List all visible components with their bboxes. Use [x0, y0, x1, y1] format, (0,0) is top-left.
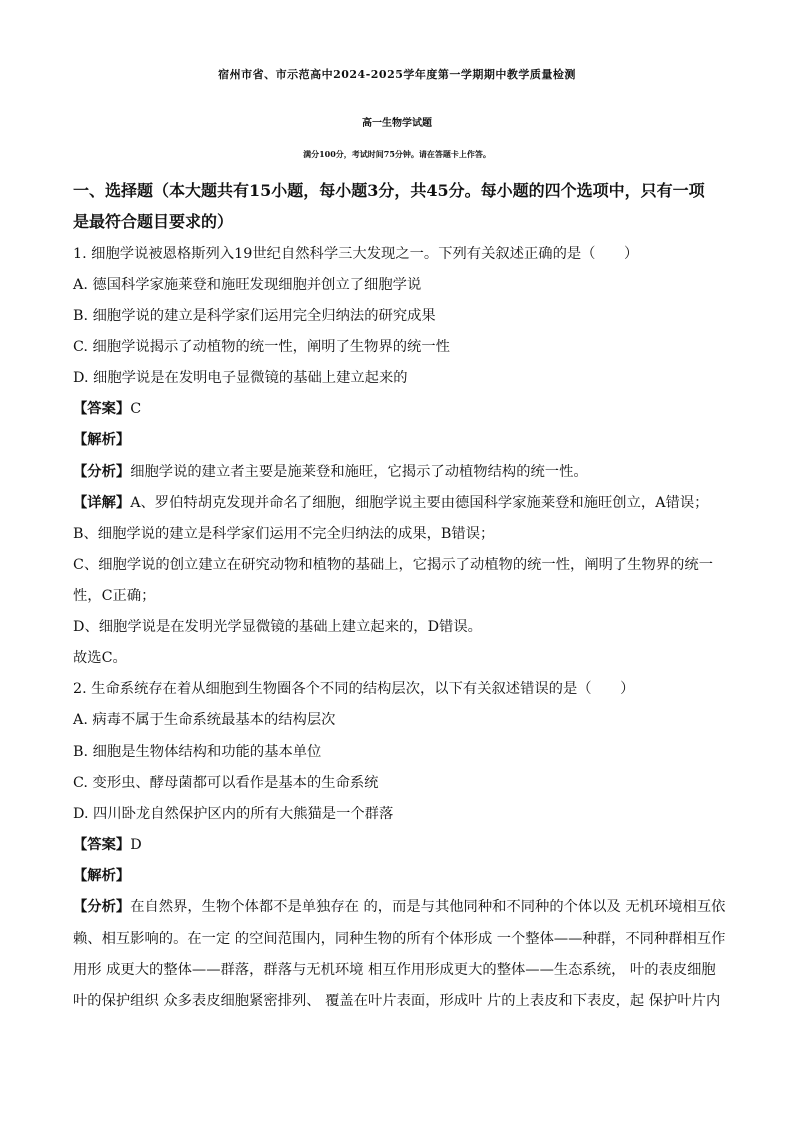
q1-detail: [73, 493, 733, 513]
q1-conclusion: 故选C。: [73, 650, 127, 666]
q2-option-d: D. 四川卧龙自然保护区内的所有大熊猫是一个群落: [73, 806, 394, 822]
answer-tag: 【答案】: [73, 837, 131, 853]
q2-answer: [73, 835, 733, 855]
analysis-text: 在自然界，生物个体都不是单独存在 的，而是与其他同种和不同种的个体以及 无机环境相互依: [130, 899, 726, 915]
q1-option-a: A. 德国科学家施莱登和施旺发现细胞并创立了细胞学说: [73, 277, 422, 293]
q1-jiexi-tag: 【解析】: [73, 432, 131, 448]
answer-tag: 【答案】: [73, 401, 131, 417]
q2-analysis-3: 用形 成更大的整体——群落，群落与无机环境 相互作用形成更大的整体——生态系统， 叶的表皮细胞: [73, 962, 716, 978]
exam-note: 满分100分，考试时间75分钟。请在答题卡上作答。: [303, 149, 491, 159]
q2-option-c: C. 变形虫、酵母菌都可以看作是基本的生命系统: [73, 775, 379, 791]
q1-explain-b: B、细胞学说的建立是科学家们运用不完全归纳法的成果，B错误；: [73, 526, 495, 542]
q1-analysis: [73, 462, 733, 482]
section-heading-line1: 一、选择题（本大题共有15小题，每小题3分，共45分。每小题的四个选项中，只有一项: [73, 181, 705, 200]
q1-stem: 1. 细胞学说被恩格斯列入19世纪自然科学三大发现之一。下列有关叙述正确的是（ ）: [73, 246, 639, 262]
q1-explain-d: D、细胞学说是在发明光学显微镜的基础上建立起来的，D错误。: [73, 619, 482, 635]
q2-option-a: A. 病毒不属于生命系统最基本的结构层次: [73, 712, 336, 728]
answer-value: C: [130, 401, 142, 417]
q2-analysis-2: 赖、相互影响的。在一定 的空间范围内，同种生物的所有个体形成 一个整体——种群，不同种群相互作: [73, 931, 726, 947]
analysis-tag: 【分析】: [73, 899, 131, 915]
q2-option-b: B. 细胞是生物体结构和功能的基本单位: [73, 744, 322, 760]
q1-answer: [73, 399, 733, 419]
q1-explain-c-2: 性，C正确；: [73, 588, 156, 604]
detail-text: A、罗伯特胡克发现并命名了细胞，细胞学说主要由德国科学家施莱登和施旺创立，A错误；: [130, 495, 709, 511]
q2-analysis-1: [73, 897, 733, 917]
q1-option-c: C. 细胞学说揭示了动植物的统一性，阐明了生物界的统一性: [73, 339, 450, 355]
detail-tag: 【详解】: [73, 495, 131, 511]
analysis-tag: 【分析】: [73, 464, 131, 480]
q2-analysis-4: 叶的保护组织 众多表皮细胞紧密排列、 覆盖在叶片表面，形成叶 片的上表皮和下表皮，起 保护叶片内: [73, 993, 721, 1009]
exam-subtitle: 高一生物学试题: [362, 118, 432, 129]
q2-stem: 2. 生命系统存在着从细胞到生物圈各个不同的结构层次，以下有关叙述错误的是（ ）: [73, 681, 635, 697]
answer-value: D: [130, 837, 142, 853]
q1-option-b: B. 细胞学说的建立是科学家们运用完全归纳法的研究成果: [73, 308, 436, 324]
q2-jiexi-tag: 【解析】: [73, 868, 131, 884]
exam-title: 宿州市省、市示范高中2024-2025学年度第一学期期中教学质量检测: [218, 68, 576, 81]
section-heading-line2: 是最符合题目要求的）: [73, 212, 234, 231]
analysis-text: 细胞学说的建立者主要是施莱登和施旺，它揭示了动植物结构的统一性。: [130, 464, 588, 480]
q1-option-d: D. 细胞学说是在发明电子显微镜的基础上建立起来的: [73, 370, 408, 386]
q1-explain-c-1: C、细胞学说的创立建立在研究动物和植物的基础上，它揭示了动植物的统一性，阐明了生物界的统一: [73, 557, 713, 573]
